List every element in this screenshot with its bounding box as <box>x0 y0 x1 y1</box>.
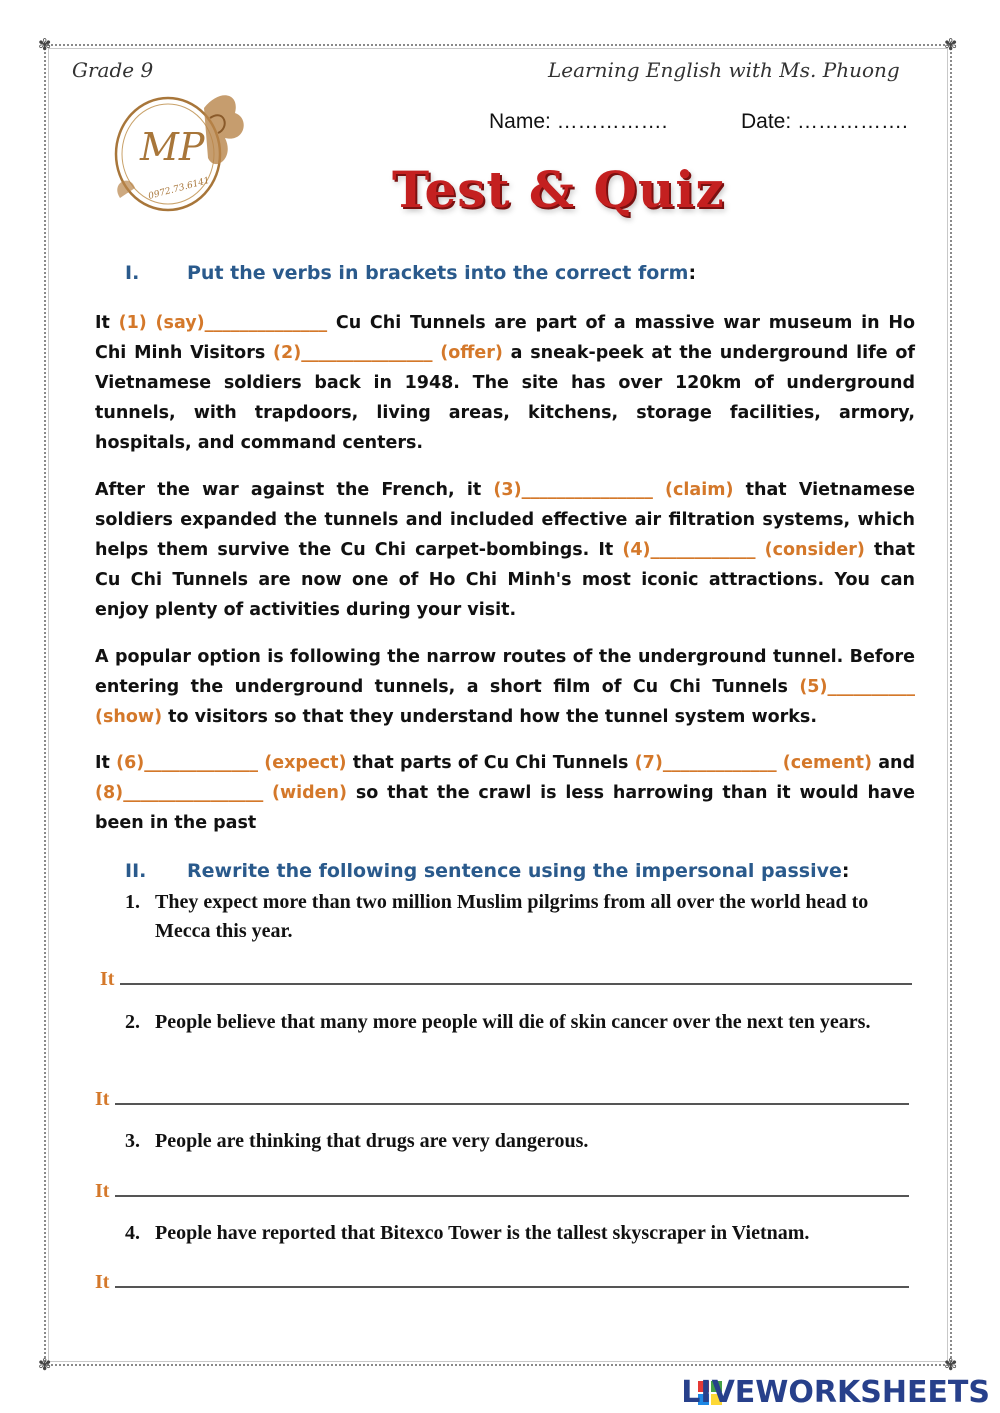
corner-ornament-icon: ✾ <box>38 1355 52 1374</box>
answer-2-input[interactable] <box>115 1085 909 1105</box>
corner-ornament-icon: ✾ <box>38 35 52 54</box>
blank-7: (7) <box>634 753 663 773</box>
answer-2: It <box>95 1085 909 1111</box>
answer-3: It <box>95 1177 909 1203</box>
svg-text:MP: MP <box>140 125 205 169</box>
logo <box>100 78 250 218</box>
blank-6: (6) <box>116 753 145 773</box>
grade-label: Grade 9 <box>72 58 154 82</box>
paragraph-4: It (6)_____________ (expect) that parts of Cu Chi Tunnels (7)_____________ (cement) and (8)________________ (widen) so that the crawl is less harrowing than it would have been in the past <box>95 753 915 833</box>
paragraph-2: After the war against the French, it (3)_______________ (claim) that Vietnamese soldiers expanded the tunnels and included effective air filtration systems, which helps them survive the Cu Chi carpet-bombings. It (4)____________ (consider) that Cu Chi Tunnels are now one of Ho Chi Minh's most iconic attractions. You can enjoy plenty of activities during your visit. <box>95 480 915 620</box>
answer-blank-3[interactable]: _______________ <box>521 480 653 500</box>
paragraph-1: It (1) (say)______________ Cu Chi Tunnels are part of a massive war museum in Ho Chi Minh Visitors (2)_______________ (offer) a sneak-peek at the underground life of Vietnamese soldiers back in 1948. The site has over 120km of underground tunnels, with trapdoors, living areas, kitchens, storage facilities, armory, hospitals, and command centers. <box>95 313 915 453</box>
footer-brand[interactable]: LIVEWORKSHEETS <box>681 1375 990 1410</box>
answer-1-input[interactable] <box>120 965 912 985</box>
section-2-title: Rewrite the following sentence using the impersonal passive <box>187 860 842 882</box>
answer-4-input[interactable] <box>115 1268 909 1288</box>
blank-3: (3) <box>493 480 522 500</box>
answer-blank-2[interactable]: _______________ <box>301 343 433 363</box>
blank-2: (2) <box>273 343 302 363</box>
svg-text:0972.73.6141: 0972.73.6141 <box>147 175 211 202</box>
question-3: 3. People are thinking that drugs are very dangerous. <box>125 1130 589 1152</box>
answer-blank-6[interactable]: _____________ <box>144 753 259 773</box>
question-1: 1. They expect more than two million Muslim pilgrims from all over the world head to Mecca this year. <box>125 891 869 942</box>
section-2-number: II. <box>125 860 147 882</box>
blank-1: (1) (say) <box>118 313 205 333</box>
answer-1: It <box>100 965 912 991</box>
answer-blank-8[interactable]: ________________ <box>123 783 264 803</box>
question-4: 4. People have reported that Bitexco Tower is the tallest skyscraper in Vietnam. <box>125 1222 810 1244</box>
corner-ornament-icon: ✾ <box>944 35 958 54</box>
answer-blank-1[interactable]: ______________ <box>204 313 328 333</box>
blank-8: (8) <box>95 783 124 803</box>
answer-3-input[interactable] <box>115 1177 909 1197</box>
section-1-title: Put the verbs in brackets into the correct form <box>187 262 689 284</box>
section-1-heading: I. Put the verbs in brackets into the correct form: <box>125 262 697 284</box>
answer-blank-5[interactable]: __________ <box>827 677 915 697</box>
section-2-heading: II. Rewrite the following sentence using the impersonal passive: <box>125 860 850 882</box>
answer-blank-4[interactable]: ____________ <box>650 540 756 560</box>
corner-ornament-icon: ✾ <box>944 1355 958 1374</box>
brand-label: Learning English with Ms. Phuong <box>548 58 900 82</box>
blank-5: (5) <box>799 677 828 697</box>
name-field[interactable]: Name: ……………. <box>489 110 668 133</box>
question-2: 2. People believe that many more people will die of skin cancer over the next ten years. <box>125 1011 871 1033</box>
date-field[interactable]: Date: ……………. <box>741 110 908 133</box>
paragraph-3: A popular option is following the narrow routes of the underground tunnel. Before entering the underground tunnels, a short film of Cu Chi Tunnels (5)__________ (show) to visitors so that they understand how the tunnel system works. <box>95 647 915 727</box>
answer-blank-7[interactable]: _____________ <box>662 753 777 773</box>
answer-4: It <box>95 1268 909 1294</box>
blank-4: (4) <box>622 540 651 560</box>
page-title: Test & Quiz <box>392 160 725 219</box>
section-1-number: I. <box>125 262 140 284</box>
